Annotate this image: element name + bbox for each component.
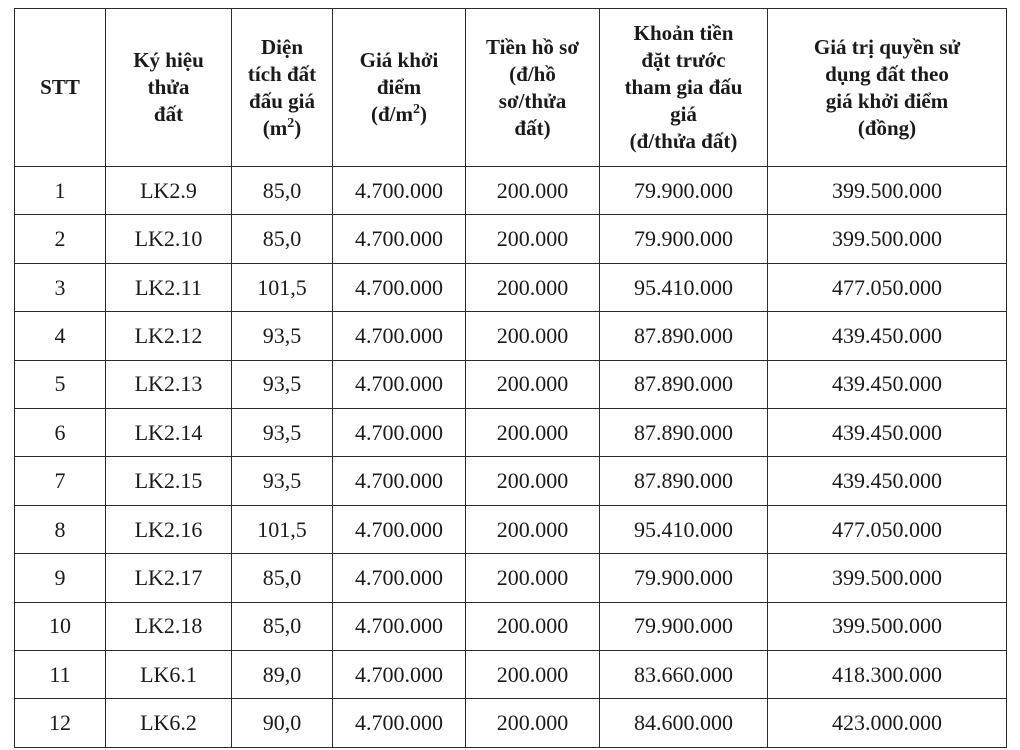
cell-stt: 10 xyxy=(15,602,106,650)
cell-khoan-tien: 79.900.000 xyxy=(600,554,768,602)
table-row xyxy=(15,699,1007,748)
cell-gia-khoi-diem: 4.700.000 xyxy=(333,554,466,602)
header-stt xyxy=(15,9,106,167)
cell-khoan-tien: 95.410.000 xyxy=(600,505,768,553)
cell-gia-khoi-diem: 4.700.000 xyxy=(333,602,466,650)
header-line: thửa xyxy=(147,75,190,99)
header-line: (đ/hồ xyxy=(509,61,556,86)
cell-tien-ho-so: 200.000 xyxy=(466,554,600,602)
cell-khoan-tien: 87.890.000 xyxy=(600,457,768,505)
unit-superscript: 2 xyxy=(413,102,420,117)
table-body xyxy=(15,167,1007,748)
header-line: sơ/thửa xyxy=(498,88,567,113)
header-line: Tiền hồ sơ xyxy=(486,34,579,59)
header-unit xyxy=(333,101,465,128)
cell-tien-ho-so: 200.000 xyxy=(466,699,600,748)
unit-end: ) xyxy=(420,102,427,126)
cell-stt: 4 xyxy=(15,312,106,360)
cell-gia-khoi-diem: 4.700.000 xyxy=(333,409,466,457)
cell-ky-hieu: LK2.12 xyxy=(106,312,232,360)
cell-gia-khoi-diem: 4.700.000 xyxy=(333,167,466,215)
cell-gia-tri: 439.450.000 xyxy=(768,360,1007,408)
cell-khoan-tien: 84.600.000 xyxy=(600,699,768,748)
header-gia-tri xyxy=(768,9,1007,167)
header-ky-hieu xyxy=(106,9,232,167)
header-line: tham gia đấu xyxy=(624,75,743,99)
cell-tien-ho-so: 200.000 xyxy=(466,457,600,505)
cell-dien-tich: 93,5 xyxy=(232,409,333,457)
table-row xyxy=(15,215,1007,263)
cell-gia-khoi-diem: 4.700.000 xyxy=(333,505,466,553)
cell-khoan-tien: 87.890.000 xyxy=(600,360,768,408)
header-line: Diện xyxy=(261,34,303,59)
cell-tien-ho-so: 200.000 xyxy=(466,651,600,699)
header-line: đất) xyxy=(514,115,551,140)
cell-stt: 1 xyxy=(15,167,106,215)
cell-tien-ho-so: 200.000 xyxy=(466,409,600,457)
header-line: (đ/thửa đất) xyxy=(629,129,738,153)
cell-gia-tri: 399.500.000 xyxy=(768,602,1007,650)
cell-ky-hieu: LK2.15 xyxy=(106,457,232,505)
cell-khoan-tien: 87.890.000 xyxy=(600,312,768,360)
header-line: STT xyxy=(40,75,80,99)
cell-stt: 2 xyxy=(15,215,106,263)
cell-khoan-tien: 79.900.000 xyxy=(600,602,768,650)
cell-gia-tri: 399.500.000 xyxy=(768,215,1007,263)
cell-gia-khoi-diem: 4.700.000 xyxy=(333,699,466,748)
cell-gia-tri: 477.050.000 xyxy=(768,505,1007,553)
table-row xyxy=(15,360,1007,408)
cell-tien-ho-so: 200.000 xyxy=(466,263,600,311)
cell-gia-khoi-diem: 4.700.000 xyxy=(333,263,466,311)
cell-stt: 3 xyxy=(15,263,106,311)
header-line: đặt trước xyxy=(641,48,726,72)
cell-dien-tich: 93,5 xyxy=(232,457,333,505)
header-line: dụng đất theo xyxy=(825,61,949,86)
unit-base: (đ/m xyxy=(371,102,413,126)
cell-khoan-tien: 83.660.000 xyxy=(600,651,768,699)
table-row xyxy=(15,651,1007,699)
cell-ky-hieu: LK6.2 xyxy=(106,699,232,748)
cell-khoan-tien: 87.890.000 xyxy=(600,409,768,457)
table-row xyxy=(15,167,1007,215)
header-gia-khoi-diem xyxy=(333,9,466,167)
table-row xyxy=(15,505,1007,553)
cell-tien-ho-so: 200.000 xyxy=(466,312,600,360)
cell-stt: 6 xyxy=(15,409,106,457)
cell-khoan-tien: 95.410.000 xyxy=(600,263,768,311)
header-line: Giá khởi xyxy=(359,48,439,72)
header-tien-ho-so xyxy=(466,9,600,167)
cell-ky-hieu: LK2.18 xyxy=(106,602,232,650)
cell-gia-khoi-diem: 4.700.000 xyxy=(333,215,466,263)
header-khoan-tien xyxy=(600,9,768,167)
table-row xyxy=(15,602,1007,650)
unit-base: (m xyxy=(262,115,288,140)
cell-dien-tich: 93,5 xyxy=(232,312,333,360)
cell-tien-ho-so: 200.000 xyxy=(466,360,600,408)
header-line: giá khởi điểm xyxy=(825,88,949,113)
unit-superscript: 2 xyxy=(287,115,295,131)
cell-gia-khoi-diem: 4.700.000 xyxy=(333,360,466,408)
table-header xyxy=(15,9,1007,167)
cell-gia-tri: 439.450.000 xyxy=(768,457,1007,505)
table-row xyxy=(15,409,1007,457)
cell-dien-tich: 85,0 xyxy=(232,167,333,215)
header-line: đấu giá xyxy=(249,88,315,113)
header-line: (đồng) xyxy=(857,115,917,140)
cell-dien-tich: 85,0 xyxy=(232,602,333,650)
cell-ky-hieu: LK2.16 xyxy=(106,505,232,553)
cell-dien-tich: 85,0 xyxy=(232,554,333,602)
cell-stt: 11 xyxy=(15,651,106,699)
cell-gia-tri: 399.500.000 xyxy=(768,554,1007,602)
header-dien-tich xyxy=(232,9,333,167)
header-unit xyxy=(232,115,332,142)
cell-gia-tri: 477.050.000 xyxy=(768,263,1007,311)
unit-end: ) xyxy=(294,115,302,140)
header-row xyxy=(15,9,1007,167)
cell-khoan-tien: 79.900.000 xyxy=(600,167,768,215)
header-line: đất xyxy=(153,102,184,126)
cell-gia-tri: 439.450.000 xyxy=(768,409,1007,457)
cell-ky-hieu: LK6.1 xyxy=(106,651,232,699)
cell-stt: 8 xyxy=(15,505,106,553)
cell-khoan-tien: 79.900.000 xyxy=(600,215,768,263)
cell-ky-hieu: LK2.13 xyxy=(106,360,232,408)
header-line: Giá trị quyền sử xyxy=(813,34,961,59)
cell-dien-tich: 89,0 xyxy=(232,651,333,699)
land-auction-table xyxy=(14,8,1007,748)
cell-gia-tri: 399.500.000 xyxy=(768,167,1007,215)
cell-stt: 9 xyxy=(15,554,106,602)
table-row xyxy=(15,554,1007,602)
cell-stt: 5 xyxy=(15,360,106,408)
header-line: Khoản tiền xyxy=(633,21,734,45)
cell-dien-tich: 101,5 xyxy=(232,505,333,553)
table-row xyxy=(15,457,1007,505)
cell-gia-khoi-diem: 4.700.000 xyxy=(333,312,466,360)
table-row xyxy=(15,263,1007,311)
cell-ky-hieu: LK2.17 xyxy=(106,554,232,602)
cell-tien-ho-so: 200.000 xyxy=(466,215,600,263)
cell-gia-khoi-diem: 4.700.000 xyxy=(333,651,466,699)
cell-tien-ho-so: 200.000 xyxy=(466,167,600,215)
cell-ky-hieu: LK2.11 xyxy=(106,263,232,311)
cell-dien-tich: 85,0 xyxy=(232,215,333,263)
cell-gia-khoi-diem: 4.700.000 xyxy=(333,457,466,505)
header-line: điểm xyxy=(376,75,422,99)
cell-gia-tri: 423.000.000 xyxy=(768,699,1007,748)
cell-gia-tri: 439.450.000 xyxy=(768,312,1007,360)
cell-ky-hieu: LK2.10 xyxy=(106,215,232,263)
cell-tien-ho-so: 200.000 xyxy=(466,505,600,553)
table-row xyxy=(15,312,1007,360)
cell-ky-hieu: LK2.14 xyxy=(106,409,232,457)
cell-stt: 12 xyxy=(15,699,106,748)
cell-stt: 7 xyxy=(15,457,106,505)
header-line: tích đất xyxy=(247,61,317,86)
cell-dien-tich: 93,5 xyxy=(232,360,333,408)
cell-ky-hieu: LK2.9 xyxy=(106,167,232,215)
cell-tien-ho-so: 200.000 xyxy=(466,602,600,650)
cell-dien-tich: 90,0 xyxy=(232,699,333,748)
header-line: Ký hiệu xyxy=(133,48,204,72)
cell-gia-tri: 418.300.000 xyxy=(768,651,1007,699)
cell-dien-tich: 101,5 xyxy=(232,263,333,311)
header-line: giá xyxy=(670,102,697,126)
